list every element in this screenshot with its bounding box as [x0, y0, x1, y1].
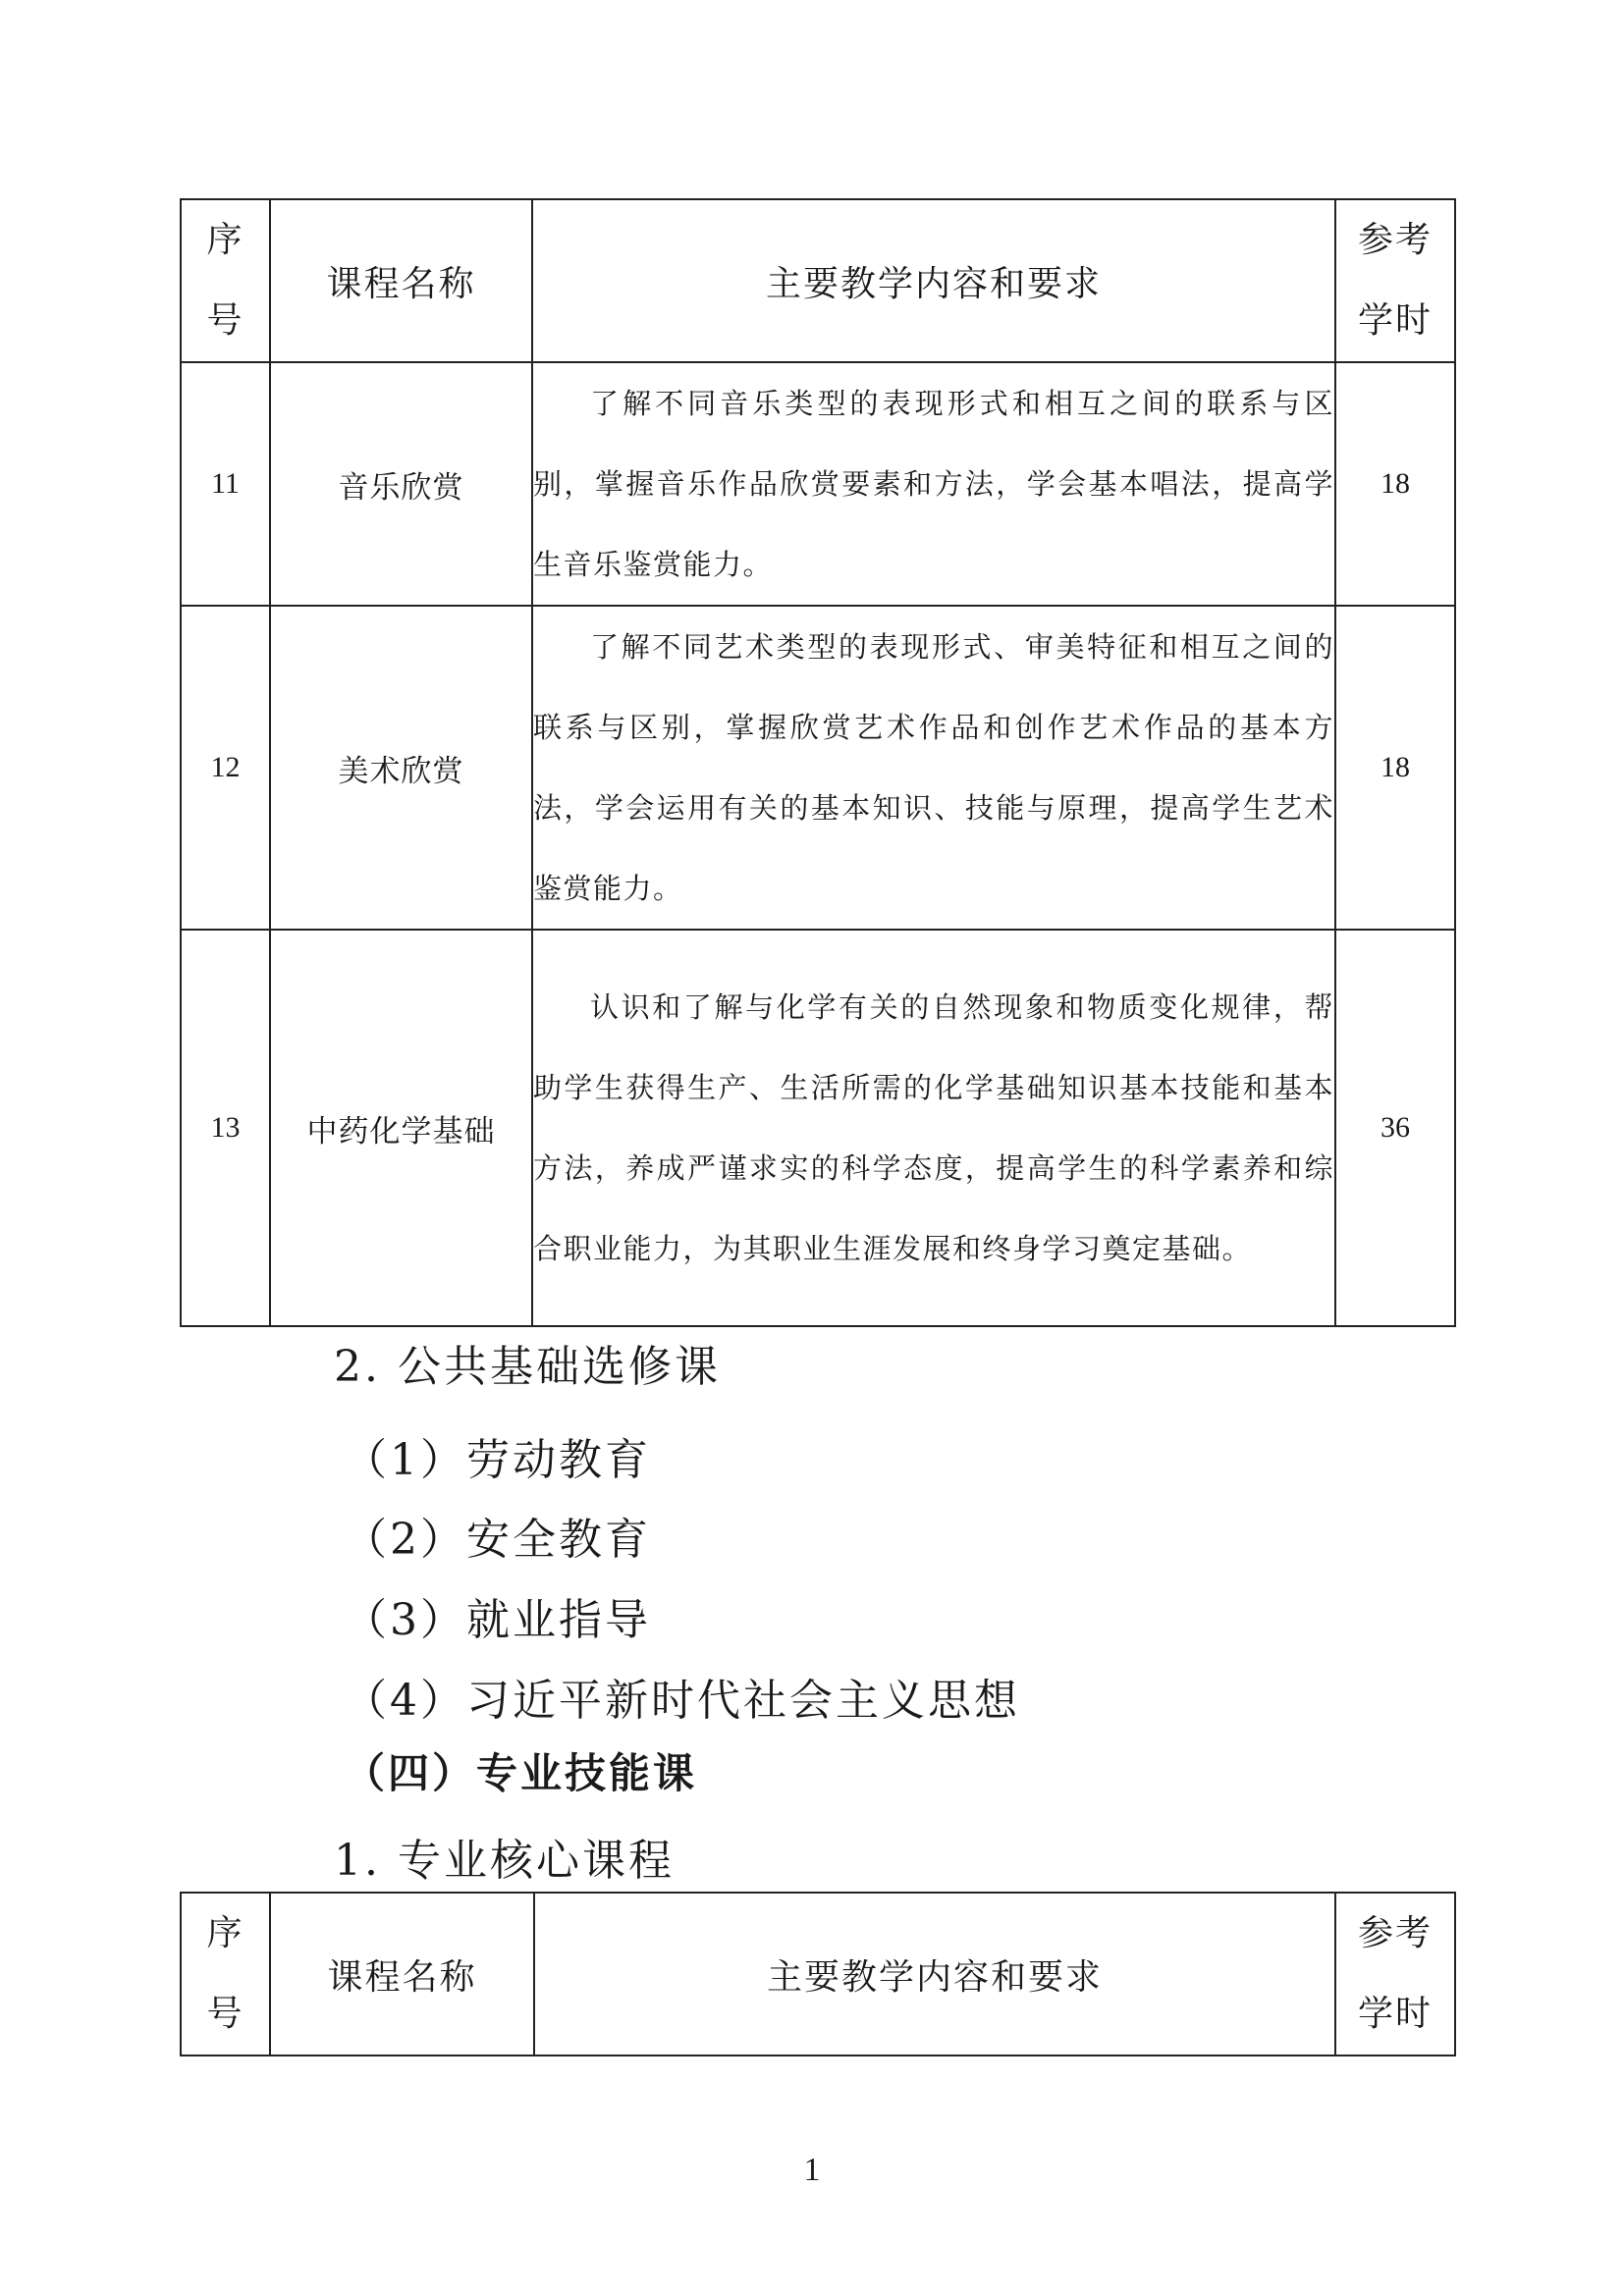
course-number: 11: [181, 362, 270, 606]
course-description: [532, 930, 1335, 1326]
course-name: 中药化学基础: [270, 930, 532, 1326]
elective-item-3: （3）就业指导: [344, 1595, 651, 1645]
header-hours: [1335, 199, 1455, 362]
course-table-core: [180, 1892, 1456, 2056]
elective-item-4: （4）习近平新时代社会主义思想: [344, 1676, 1020, 1726]
header-seq-line-1: 序: [206, 220, 244, 260]
course-description-text: 了解不同音乐类型的表现形式和相互之间的联系与区别，掌握音乐作品欣赏要素和方法，学会基本唱法，提高学生音乐鉴赏能力。: [533, 387, 1334, 581]
header-hours-line-1: 参考: [1357, 1913, 1433, 1953]
header-course-name: 课程名称: [270, 199, 532, 362]
elective-item-2: （2）安全教育: [344, 1515, 651, 1565]
header-hours-line-2: 学时: [1357, 300, 1433, 341]
skills-section-heading: （四）专业技能课: [344, 1749, 698, 1797]
header-seq: [181, 1893, 270, 2056]
course-description-text: 了解不同艺术类型的表现形式、审美特征和相互之间的联系与区别，掌握欣赏艺术作品和创作艺术作品的基本方法，学会运用有关的基本知识、技能与原理，提高学生艺术鉴赏能力。: [533, 630, 1334, 905]
table-row: [181, 930, 1455, 1326]
header-seq-line-2: 号: [206, 1994, 244, 2034]
course-name: 美术欣赏: [270, 606, 532, 930]
header-seq-line-2: 号: [206, 300, 244, 341]
header-content: 主要教学内容和要求: [532, 199, 1335, 362]
header-seq: [181, 199, 270, 362]
header-course-name: 课程名称: [270, 1893, 534, 2056]
course-description-text: 认识和了解与化学有关的自然现象和物质变化规律，帮助学生获得生产、生活所需的化学基础知识基本技能和基本方法，养成严谨求实的科学态度，提高学生的科学素养和综合职业能力，为其职业生涯发展和终身学习奠定基础。: [533, 990, 1334, 1265]
course-hours: 36: [1335, 930, 1455, 1326]
core-courses-heading: 1. 专业核心课程: [334, 1836, 675, 1886]
course-hours: 18: [1335, 362, 1455, 606]
course-description: [532, 606, 1335, 930]
table-header-row: [181, 199, 1455, 362]
course-name: 音乐欣赏: [270, 362, 532, 606]
course-number: 12: [181, 606, 270, 930]
course-table-public-basics: [180, 198, 1456, 1327]
course-description: [532, 362, 1335, 606]
header-content: 主要教学内容和要求: [534, 1893, 1335, 2056]
header-hours: [1335, 1893, 1455, 2056]
course-hours: 18: [1335, 606, 1455, 930]
header-seq-line-1: 序: [206, 1913, 244, 1953]
table-row: [181, 362, 1455, 606]
header-hours-line-1: 参考: [1357, 220, 1433, 260]
table-header-row: [181, 1893, 1455, 2056]
course-number: 13: [181, 930, 270, 1326]
elective-item-1: （1）劳动教育: [344, 1435, 651, 1485]
page-number: 1: [803, 2152, 821, 2188]
header-hours-line-2: 学时: [1357, 1994, 1433, 2034]
table-row: [181, 606, 1455, 930]
elective-heading: 2. 公共基础选修课: [334, 1342, 721, 1392]
